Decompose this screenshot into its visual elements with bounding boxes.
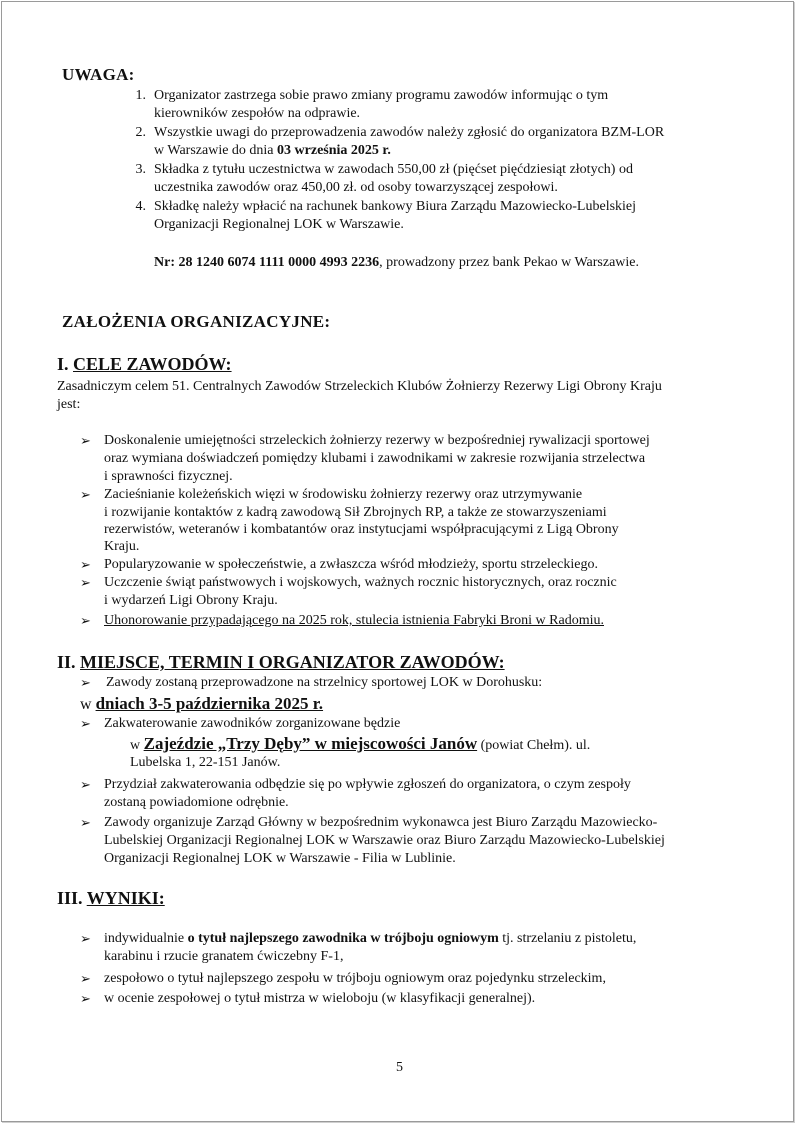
arrow-bullet-icon: ➢ bbox=[80, 575, 91, 590]
arrow-bullet-icon: ➢ bbox=[80, 971, 91, 986]
wyniki-b1-post: tj. strzelaniu z pistoletu, bbox=[498, 931, 637, 946]
miejsce-hotel-name: Zajeździe „Trzy Dęby” w miejscowości Janów bbox=[143, 734, 478, 753]
wyniki-b2: zespołowo o tytuł najlepszego zespołu w trójboju ogniowym oraz pojedynku strzeleckim, bbox=[104, 971, 606, 986]
wyniki-b1-pre: indywidualnie bbox=[104, 931, 188, 946]
miejsce-b4-line-2: Lubelskiej Organizacji Regionalnej LOK w Warszawie oraz Biuro Zarządu Mazowiecko-Lubelskiej bbox=[104, 833, 665, 848]
uwaga-title: UWAGA: bbox=[62, 65, 135, 84]
section-miejsce-number: II. bbox=[57, 652, 81, 672]
cele-b3-line-1: Popularyzowanie w społeczeństwie, a zwłaszcza wśród młodzieży, sportu strzeleckiego. bbox=[104, 557, 598, 572]
miejsce-b3-line-2: zostaną powiadomione odrębnie. bbox=[104, 795, 289, 810]
arrow-bullet-icon: ➢ bbox=[80, 433, 91, 448]
miejsce-b1: Zawody zostaną przeprowadzone na strzelnicy sportowej LOK w Dorohusku: bbox=[106, 675, 543, 690]
miejsce-hotel-post: (powiat Chełm). ul. bbox=[477, 738, 591, 753]
uwaga-item-1-line-1: Organizator zastrzega sobie prawo zmiany programu zawodów informując o tym bbox=[154, 88, 609, 103]
cele-b1-line-1: Doskonalenie umiejętności strzeleckich żołnierzy rezerwy w bezpośredniej rywalizacji sportowej bbox=[104, 433, 650, 448]
bank-account-number: Nr: 28 1240 6074 1111 0000 4993 2236 bbox=[154, 255, 380, 270]
miejsce-hotel bbox=[130, 734, 590, 755]
uwaga-item-2-pre: w Warszawie do dnia bbox=[154, 143, 278, 158]
cele-b1-line-2: oraz wymiana doświadczeń pomiędzy klubami i zawodnikami w zakresie rozwijania strzelectwa bbox=[104, 451, 646, 466]
uwaga-num-3: 3. bbox=[135, 162, 146, 177]
uwaga-item-4-line-1: Składkę należy wpłacić na rachunek bankowy Biura Zarządu Mazowiecko-Lubelskiej bbox=[154, 199, 637, 214]
arrow-bullet-icon: ➢ bbox=[80, 931, 91, 946]
section-wyniki-title: WYNIKI: bbox=[86, 888, 165, 908]
wyniki-b1-bold: o tytuł najlepszego zawodnika w trójboju ogniowym bbox=[187, 931, 499, 946]
arrow-bullet-icon: ➢ bbox=[80, 557, 91, 572]
cele-b2-line-4: Kraju. bbox=[104, 539, 140, 554]
section-wyniki-number: III. bbox=[57, 888, 87, 908]
uwaga-item-1-line-2: kierowników zespołów na odprawie. bbox=[154, 106, 361, 121]
cele-b4-line-1: Uczczenie świąt państwowych i wojskowych, ważnych rocznic historycznych, oraz rocznic bbox=[104, 575, 617, 590]
uwaga-item-2-line-2 bbox=[154, 142, 391, 160]
cele-b2-line-2: i rozwijanie kontaktów z kadrą zawodową Sił Zbrojnych RP, a także ze stowarzyszeniami bbox=[104, 505, 607, 520]
miejsce-b4-line-3: Organizacji Regionalnej LOK w Warszawie - Filia w Lublinie. bbox=[104, 851, 456, 866]
uwaga-num-2: 2. bbox=[135, 125, 146, 140]
uwaga-item-3-line-1: Składka z tytułu uczestnictwa w zawodach 550,00 zł (pięćset pięćdziesiąt złotych) od bbox=[154, 162, 633, 177]
uwaga-num-4: 4. bbox=[135, 199, 146, 214]
uwaga-item-4-line-2: Organizacji Regionalnej LOK w Warszawie. bbox=[154, 217, 404, 232]
miejsce-b4-line-1: Zawody organizuje Zarząd Główny w bezpośrednim wykonawca jest Biuro Zarządu Mazowiecko- bbox=[104, 815, 658, 830]
bank-account-desc: , prowadzony przez bank Pekao w Warszawie. bbox=[379, 255, 640, 270]
arrow-bullet-icon: ➢ bbox=[80, 991, 91, 1006]
arrow-bullet-icon: ➢ bbox=[80, 487, 91, 502]
section-cele-number: I. bbox=[57, 354, 74, 374]
bank-account bbox=[154, 254, 639, 272]
page-number: 5 bbox=[396, 1060, 403, 1075]
cele-intro-line-1: Zasadniczym celem 51. Centralnych Zawodów Strzeleckich Klubów Żołnierzy Rezerwy Ligi Obrony Kraju bbox=[57, 379, 662, 394]
section-wyniki-heading bbox=[57, 888, 165, 909]
miejsce-date bbox=[80, 694, 323, 714]
miejsce-date-pre: w bbox=[80, 696, 96, 713]
zalozenia-title: ZAŁOŻENIA ORGANIZACYJNE: bbox=[62, 312, 331, 331]
uwaga-item-2-line-1: Wszystkie uwagi do przeprowadzenia zawodów należy zgłosić do organizatora BZM-LOR bbox=[154, 125, 665, 140]
cele-b1-line-3: i sprawności fizycznej. bbox=[104, 469, 233, 484]
section-miejsce-heading bbox=[57, 652, 505, 673]
miejsce-b2: Zakwaterowanie zawodników zorganizowane będzie bbox=[104, 716, 401, 731]
miejsce-b3-line-1: Przydział zakwaterowania odbędzie się po wpływie zgłoszeń do organizatora, o czym zespoły bbox=[104, 777, 631, 792]
wyniki-b1-line-2: karabinu i rzucie granatem ćwiczebny F-1, bbox=[104, 949, 344, 964]
arrow-bullet-icon: ➢ bbox=[80, 777, 91, 792]
miejsce-hotel-pre: w bbox=[130, 738, 144, 753]
miejsce-date-value: dniach 3-5 października 2025 r. bbox=[95, 694, 324, 713]
section-miejsce-title: MIEJSCE, TERMIN I ORGANIZATOR ZAWODÓW: bbox=[80, 652, 505, 672]
wyniki-b3: w ocenie zespołowej o tytuł mistrza w wieloboju (w klasyfikacji generalnej). bbox=[104, 991, 536, 1006]
uwaga-item-3-line-2: uczestnika zawodów oraz 450,00 zł. od osoby towarzyszącej zespołowi. bbox=[154, 180, 558, 195]
miejsce-hotel-address: Lubelska 1, 22-151 Janów. bbox=[130, 755, 281, 770]
section-cele-title: CELE ZAWODÓW: bbox=[73, 354, 232, 374]
uwaga-num-1: 1. bbox=[135, 88, 146, 103]
section-cele-heading bbox=[57, 354, 232, 375]
arrow-bullet-icon: ➢ bbox=[80, 815, 91, 830]
cele-b2-line-1: Zacieśnianie koleżeńskich więzi w środowisku żołnierzy rezerwy oraz utrzymywanie bbox=[104, 487, 583, 502]
cele-intro-line-2: jest: bbox=[57, 397, 81, 412]
cele-b4-line-2: i wydarzeń Ligi Obrony Kraju. bbox=[104, 593, 278, 608]
arrow-bullet-icon: ➢ bbox=[80, 613, 91, 628]
arrow-bullet-icon: ➢ bbox=[80, 675, 91, 690]
cele-b5-line-1: Uhonorowanie przypadającego na 2025 rok, stulecia istnienia Fabryki Broni w Radomiu. bbox=[104, 613, 604, 628]
arrow-bullet-icon: ➢ bbox=[80, 716, 91, 731]
uwaga-deadline: 03 września 2025 r. bbox=[277, 143, 391, 158]
cele-b2-line-3: rezerwistów, weteranów i kombatantów oraz instytucjami współpracującymi z Ligą Obrony bbox=[104, 522, 619, 537]
wyniki-b1-line-1 bbox=[104, 930, 636, 948]
